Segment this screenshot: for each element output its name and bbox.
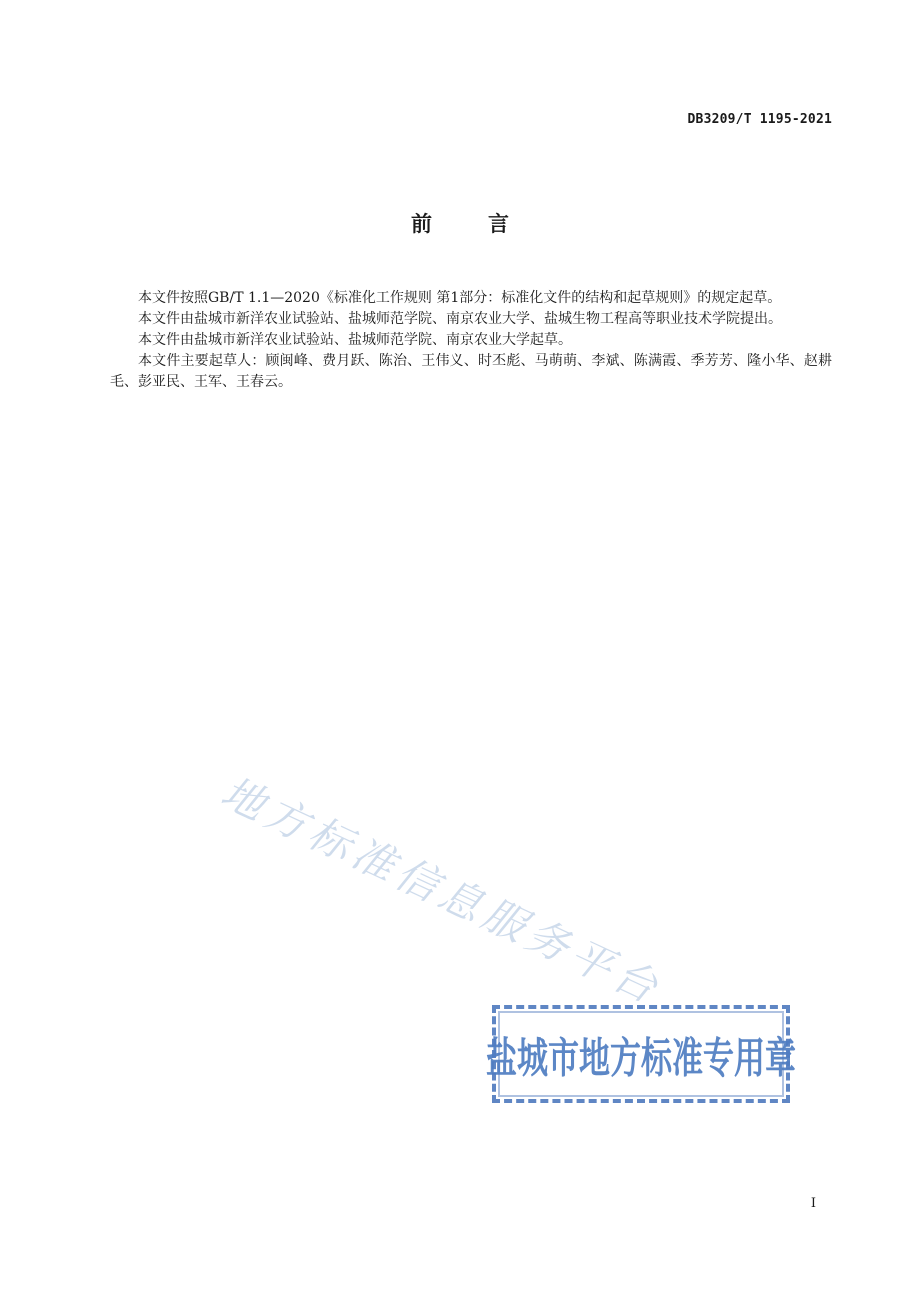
official-stamp — [486, 1005, 796, 1103]
body-text — [110, 288, 832, 393]
paragraph-drafters: 本文件主要起草人：顾闽峰、费月跃、陈治、王伟义、时丕彪、马萌萌、李斌、陈满霞、季芳芳、隆小华、赵耕毛、彭亚民、王军、王春云。 — [110, 353, 832, 390]
stamp-text: 盐城市地方标准专用章 — [486, 1034, 796, 1084]
paragraph-drafting-rules: 本文件按照GB/T 1.1—2020《标准化工作规则 第1部分：标准化文件的结构和起草规则》的规定起草。 — [138, 290, 782, 306]
document-code: DB3209/T 1195-2021 — [687, 112, 832, 127]
paragraph-proposer: 本文件由盐城市新洋农业试验站、盐城师范学院、南京农业大学、盐城生物工程高等职业技术学院提出。 — [138, 311, 782, 327]
watermark: 地方标准信息服务平台 — [213, 767, 670, 1015]
paragraph-drafting-units: 本文件由盐城市新洋农业试验站、盐城师范学院、南京农业大学起草。 — [138, 332, 572, 348]
section-title: 前言 — [411, 212, 565, 236]
page-number: I — [810, 1196, 816, 1211]
